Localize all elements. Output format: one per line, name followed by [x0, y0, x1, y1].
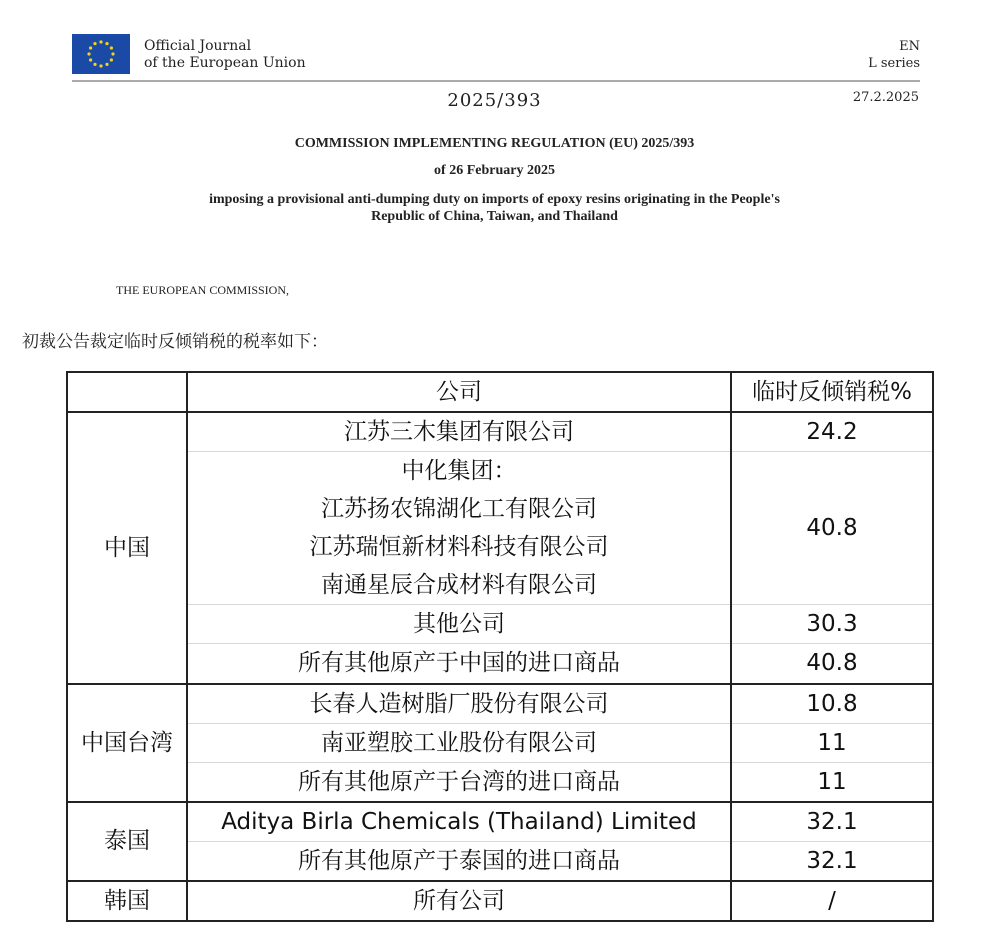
- flag-star-icon: [111, 52, 114, 55]
- region-cell: 泰国: [67, 802, 187, 881]
- company-cell: [187, 802, 731, 842]
- company-name: 中化集团：: [401, 458, 517, 485]
- company-name: 江苏扬农锦湖化工有限公司: [321, 496, 597, 523]
- company-name: 所有其他原产于台湾的进口商品: [298, 768, 620, 795]
- rate-cell: 32.1: [731, 841, 933, 881]
- rate-cell: 40.8: [731, 644, 933, 684]
- journal-name: [144, 38, 306, 72]
- company-cell: [187, 723, 731, 762]
- flag-star-icon: [99, 64, 102, 67]
- company-cell: [187, 452, 731, 605]
- rate-cell: /: [731, 881, 933, 921]
- flag-star-icon: [110, 58, 113, 61]
- rate-cell: 40.8: [731, 452, 933, 605]
- flag-star-icon: [87, 52, 90, 55]
- company-name: Aditya Birla Chemicals (Thailand) Limited: [221, 808, 697, 835]
- company-cell: [187, 841, 731, 881]
- header-region: [67, 372, 187, 412]
- company-name: 长春人造树脂厂股份有限公司: [309, 690, 609, 717]
- table-row: [67, 412, 933, 452]
- flag-star-icon: [105, 63, 108, 66]
- language-code: EN: [899, 39, 920, 54]
- table-row: [67, 802, 933, 842]
- company-name: 江苏三木集团有限公司: [344, 419, 574, 446]
- company-name: 所有其他原产于中国的进口商品: [298, 650, 620, 677]
- intro-text: 初裁公告裁定临时反倾销税的税率如下：: [22, 332, 328, 352]
- journal-name-line1: Official Journal: [144, 38, 252, 54]
- journal-name-line2: of the European Union: [144, 55, 306, 71]
- regulation-number: 2025/393: [447, 90, 542, 111]
- commission-heading: THE EUROPEAN COMMISSION,: [116, 283, 290, 297]
- table-row: [67, 605, 933, 644]
- duty-rates-table: [66, 371, 934, 922]
- table-row: [67, 452, 933, 605]
- regulation-title: COMMISSION IMPLEMENTING REGULATION (EU) 2025/393: [294, 136, 695, 151]
- company-cell: [187, 412, 731, 452]
- rate-cell: 30.3: [731, 605, 933, 644]
- table-row: [67, 723, 933, 762]
- header-company: 公司: [187, 372, 731, 412]
- company-name: 所有其他原产于泰国的进口商品: [298, 847, 620, 874]
- company-name: 其他公司: [413, 611, 505, 638]
- rate-cell: 11: [731, 723, 933, 762]
- flag-star-icon: [89, 46, 92, 49]
- header-rate: 临时反倾销税%: [731, 372, 933, 412]
- regulation-subtitle: [0, 191, 989, 225]
- regulation-subtitle-line1: imposing a provisional anti-dumping duty on imports of epoxy resins originating in the People's: [209, 192, 780, 207]
- table-header-row: [67, 372, 933, 412]
- region-cell: 韩国: [67, 881, 187, 921]
- table-row: [67, 841, 933, 881]
- journal-header: [72, 34, 920, 82]
- company-cell: [187, 605, 731, 644]
- company-name: 南亚塑胶工业股份有限公司: [321, 729, 597, 756]
- company-cell: [187, 684, 731, 724]
- flag-star-icon: [93, 42, 96, 45]
- company-name: 江苏瑞恒新材料科技有限公司: [309, 534, 609, 561]
- flag-star-icon: [93, 63, 96, 66]
- table-row: [67, 684, 933, 724]
- company-cell: [187, 644, 731, 684]
- series-label: L series: [868, 56, 920, 71]
- flag-star-icon: [110, 46, 113, 49]
- table-row: [67, 881, 933, 921]
- company-name: 所有公司: [413, 887, 505, 914]
- company-cell: [187, 762, 731, 802]
- regulation-subtitle-line2: Republic of China, Taiwan, and Thailand: [371, 209, 618, 224]
- rate-cell: 24.2: [731, 412, 933, 452]
- company-cell: [187, 881, 731, 921]
- table-row: [67, 762, 933, 802]
- eu-flag-icon: [72, 34, 130, 74]
- flag-star-icon: [99, 40, 102, 43]
- table-row: [67, 644, 933, 684]
- header-divider: [72, 80, 920, 82]
- flag-star-icon: [89, 58, 92, 61]
- rate-cell: 32.1: [731, 802, 933, 842]
- journal-series: [868, 38, 920, 72]
- region-cell: 中国: [67, 412, 187, 683]
- rate-cell: 10.8: [731, 684, 933, 724]
- company-name: 南通星辰合成材料有限公司: [321, 572, 597, 599]
- region-cell: 中国台湾: [67, 684, 187, 802]
- rate-cell: 11: [731, 762, 933, 802]
- publication-date: 27.2.2025: [852, 90, 919, 105]
- flag-star-icon: [105, 42, 108, 45]
- regulation-date: of 26 February 2025: [434, 163, 555, 178]
